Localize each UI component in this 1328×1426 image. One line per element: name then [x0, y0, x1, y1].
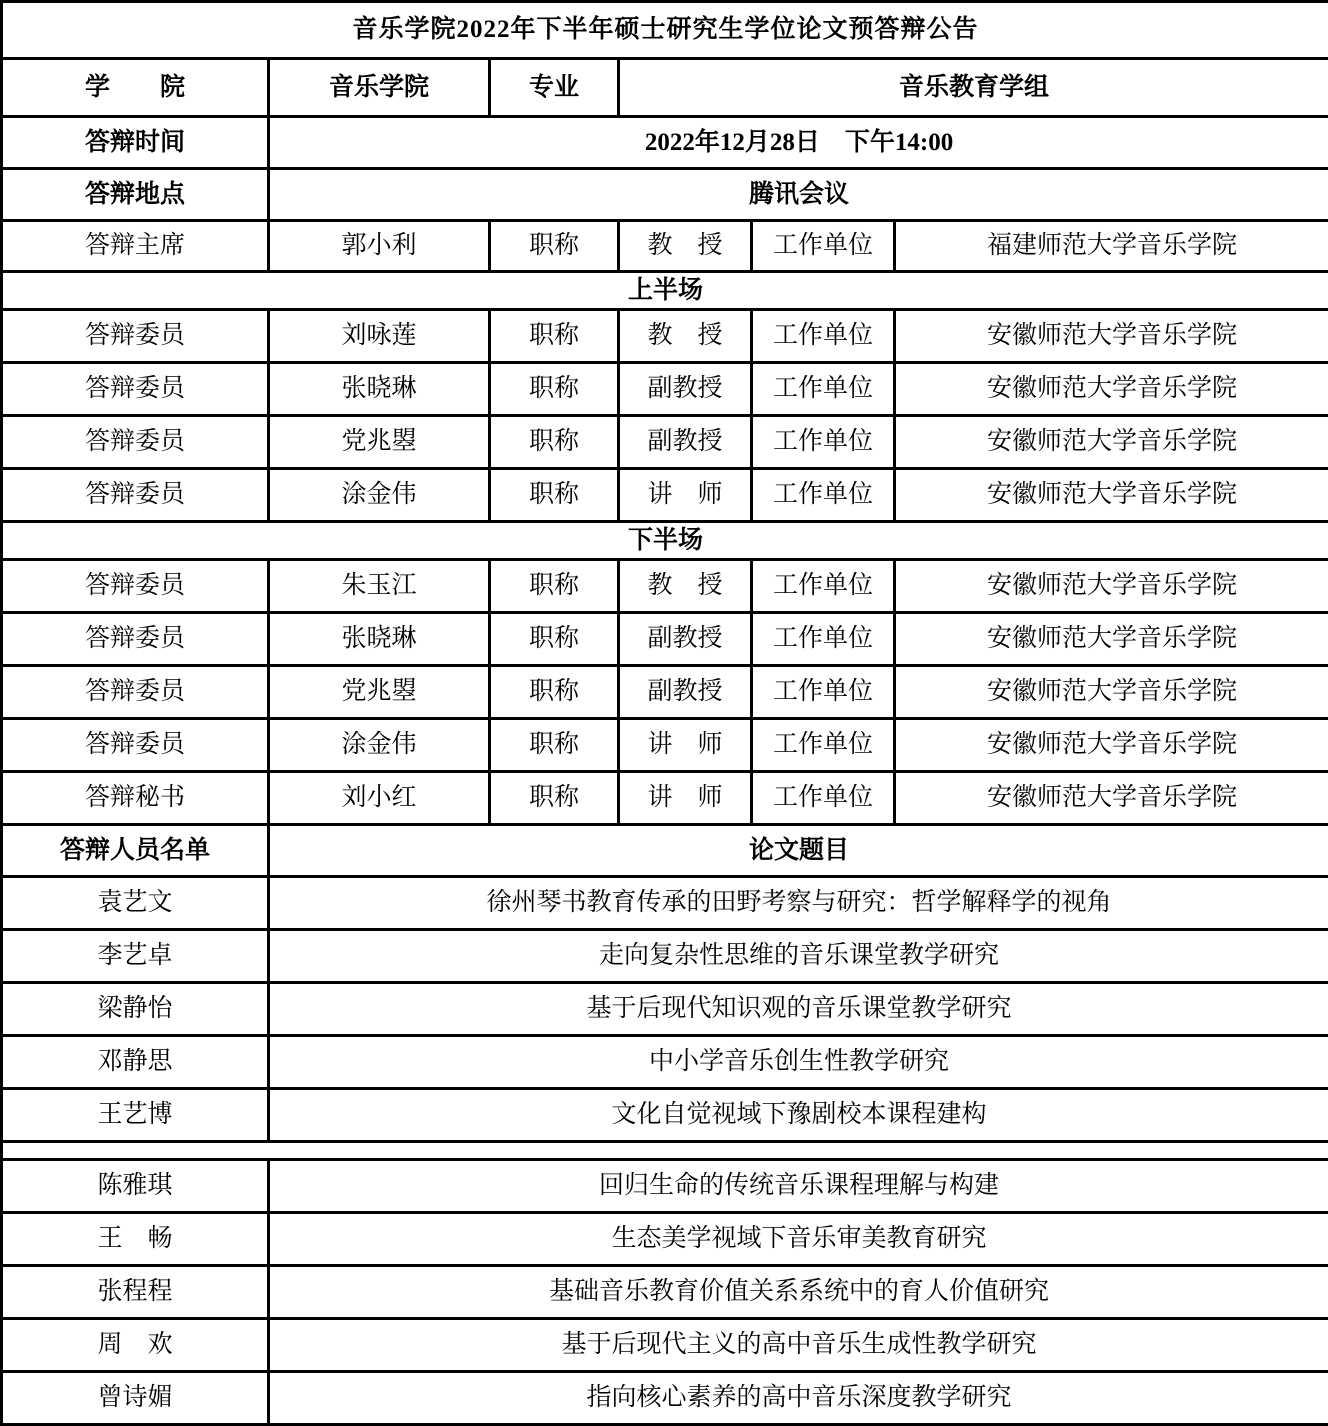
- school-row: [2, 59, 1328, 117]
- page-title: 音乐学院2022年下半年硕士研究生学位论文预答辩公告: [2, 2, 1328, 59]
- candidate-row: [2, 930, 1328, 983]
- session-header-row: [2, 522, 1328, 560]
- candidate-row: [2, 1036, 1328, 1089]
- place-row: [2, 169, 1328, 221]
- member-title-label: 职称: [490, 310, 619, 363]
- candidate-thesis: 基础音乐教育价值关系系统中的育人价值研究: [269, 1266, 1328, 1319]
- member-title: 讲 师: [619, 469, 752, 522]
- member-row: [2, 719, 1328, 772]
- member-name: 党兆曌: [269, 416, 490, 469]
- spacer-cell: [2, 1142, 1328, 1160]
- candidate-row: [2, 983, 1328, 1036]
- candidate-thesis: 指向核心素养的高中音乐深度教学研究: [269, 1372, 1328, 1425]
- chair-name: 郭小利: [269, 221, 490, 272]
- member-title-label: 职称: [490, 772, 619, 825]
- secretary-row: [2, 772, 1328, 825]
- member-name: 刘咏莲: [269, 310, 490, 363]
- member-unit-label: 工作单位: [752, 613, 895, 666]
- candidate-thesis: 徐州琴书教育传承的田野考察与研究：哲学解释学的视角: [269, 877, 1328, 930]
- candidate-thesis: 基于后现代知识观的音乐课堂教学研究: [269, 983, 1328, 1036]
- school-label: 学 院: [2, 59, 269, 117]
- member-unit-label: 工作单位: [752, 772, 895, 825]
- member-name: 涂金伟: [269, 469, 490, 522]
- member-title: 教 授: [619, 560, 752, 613]
- member-unit: 安徽师范大学音乐学院: [895, 469, 1328, 522]
- place-value: 腾讯会议: [269, 169, 1328, 221]
- session-label: 下半场: [2, 522, 1328, 560]
- member-role: 答辩秘书: [2, 772, 269, 825]
- member-row: [2, 363, 1328, 416]
- time-row: [2, 117, 1328, 169]
- member-row: [2, 469, 1328, 522]
- member-unit: 安徽师范大学音乐学院: [895, 416, 1328, 469]
- time-label: 答辩时间: [2, 117, 269, 169]
- candidates-header-row: [2, 825, 1328, 877]
- member-row: [2, 666, 1328, 719]
- member-unit: 安徽师范大学音乐学院: [895, 310, 1328, 363]
- member-name: 涂金伟: [269, 719, 490, 772]
- member-unit: 安徽师范大学音乐学院: [895, 719, 1328, 772]
- time-value: 2022年12月28日 下午14:00: [269, 117, 1328, 169]
- member-name: 刘小红: [269, 772, 490, 825]
- member-role: 答辩委员: [2, 613, 269, 666]
- member-title: 副教授: [619, 363, 752, 416]
- candidate-name: 袁艺文: [2, 877, 269, 930]
- member-unit-label: 工作单位: [752, 560, 895, 613]
- major-label: 专业: [490, 59, 619, 117]
- candidate-name: 梁静怡: [2, 983, 269, 1036]
- spacer-row: [2, 1142, 1328, 1160]
- member-role: 答辩委员: [2, 666, 269, 719]
- member-title-label: 职称: [490, 363, 619, 416]
- candidate-row: [2, 1213, 1328, 1266]
- member-unit-label: 工作单位: [752, 416, 895, 469]
- member-row: [2, 560, 1328, 613]
- member-role: 答辩委员: [2, 416, 269, 469]
- session-header-row: [2, 272, 1328, 310]
- candidate-row: [2, 1266, 1328, 1319]
- member-role: 答辩委员: [2, 719, 269, 772]
- candidate-thesis: 基于后现代主义的高中音乐生成性教学研究: [269, 1319, 1328, 1372]
- member-unit-label: 工作单位: [752, 310, 895, 363]
- member-role: 答辩委员: [2, 560, 269, 613]
- candidate-name: 陈雅琪: [2, 1160, 269, 1213]
- candidate-thesis: 生态美学视域下音乐审美教育研究: [269, 1213, 1328, 1266]
- candidate-name: 王艺博: [2, 1089, 269, 1142]
- member-role: 答辩委员: [2, 469, 269, 522]
- candidate-row: [2, 1089, 1328, 1142]
- member-unit: 安徽师范大学音乐学院: [895, 666, 1328, 719]
- chair-role: 答辩主席: [2, 221, 269, 272]
- member-name: 张晓琳: [269, 613, 490, 666]
- school-value: 音乐学院: [269, 59, 490, 117]
- candidate-thesis: 中小学音乐创生性教学研究: [269, 1036, 1328, 1089]
- member-unit-label: 工作单位: [752, 666, 895, 719]
- title-row: [2, 2, 1328, 59]
- candidate-name: 王 畅: [2, 1213, 269, 1266]
- major-value: 音乐教育学组: [619, 59, 1328, 117]
- member-title: 讲 师: [619, 772, 752, 825]
- candidates-name-label: 答辩人员名单: [2, 825, 269, 877]
- member-name: 朱玉江: [269, 560, 490, 613]
- member-row: [2, 416, 1328, 469]
- member-role: 答辩委员: [2, 363, 269, 416]
- member-role: 答辩委员: [2, 310, 269, 363]
- member-unit-label: 工作单位: [752, 469, 895, 522]
- member-title: 教 授: [619, 310, 752, 363]
- candidate-row: [2, 1160, 1328, 1213]
- chair-title-label: 职称: [490, 221, 619, 272]
- candidate-name: 张程程: [2, 1266, 269, 1319]
- place-label: 答辩地点: [2, 169, 269, 221]
- member-title-label: 职称: [490, 560, 619, 613]
- member-title: 副教授: [619, 666, 752, 719]
- member-name: 党兆曌: [269, 666, 490, 719]
- member-title-label: 职称: [490, 416, 619, 469]
- member-title: 副教授: [619, 416, 752, 469]
- candidate-row: [2, 877, 1328, 930]
- member-unit: 安徽师范大学音乐学院: [895, 613, 1328, 666]
- member-title: 副教授: [619, 613, 752, 666]
- chair-title: 教 授: [619, 221, 752, 272]
- member-unit: 安徽师范大学音乐学院: [895, 560, 1328, 613]
- candidate-row: [2, 1372, 1328, 1425]
- member-title-label: 职称: [490, 666, 619, 719]
- chair-row: [2, 221, 1328, 272]
- member-title-label: 职称: [490, 719, 619, 772]
- candidate-thesis: 回归生命的传统音乐课程理解与构建: [269, 1160, 1328, 1213]
- candidate-name: 邓静思: [2, 1036, 269, 1089]
- member-title: 讲 师: [619, 719, 752, 772]
- candidate-name: 周 欢: [2, 1319, 269, 1372]
- member-unit: 安徽师范大学音乐学院: [895, 772, 1328, 825]
- session-label: 上半场: [2, 272, 1328, 310]
- chair-unit-label: 工作单位: [752, 221, 895, 272]
- member-name: 张晓琳: [269, 363, 490, 416]
- member-row: [2, 310, 1328, 363]
- candidate-thesis: 走向复杂性思维的音乐课堂教学研究: [269, 930, 1328, 983]
- member-unit-label: 工作单位: [752, 363, 895, 416]
- member-unit: 安徽师范大学音乐学院: [895, 363, 1328, 416]
- chair-unit: 福建师范大学音乐学院: [895, 221, 1328, 272]
- member-unit-label: 工作单位: [752, 719, 895, 772]
- candidate-name: 李艺卓: [2, 930, 269, 983]
- member-row: [2, 613, 1328, 666]
- member-title-label: 职称: [490, 469, 619, 522]
- member-title-label: 职称: [490, 613, 619, 666]
- candidate-name: 曾诗媚: [2, 1372, 269, 1425]
- candidate-row: [2, 1319, 1328, 1372]
- candidates-thesis-label: 论文题目: [269, 825, 1328, 877]
- candidate-thesis: 文化自觉视域下豫剧校本课程建构: [269, 1089, 1328, 1142]
